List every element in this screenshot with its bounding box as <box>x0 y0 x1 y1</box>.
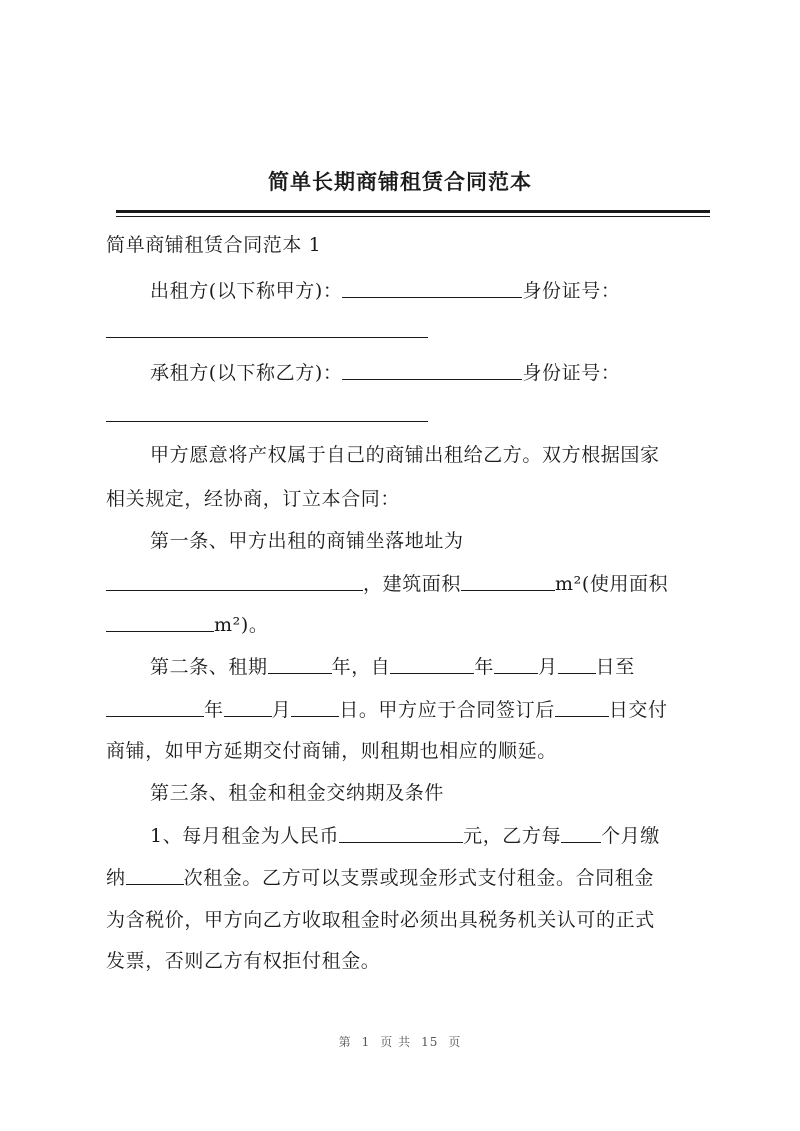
page-mid: 页 共 <box>380 1035 412 1049</box>
title-rule-thick <box>116 210 710 213</box>
title-rule-thin <box>116 216 710 217</box>
usable-area-unit: m²)。 <box>214 614 269 636</box>
start-day-label: 日至 <box>595 656 635 678</box>
rent-months-blank <box>561 824 601 843</box>
delivery-days-blank <box>555 698 609 717</box>
end-day-blank <box>291 698 339 717</box>
term-label: 第二条、租期 <box>150 656 268 678</box>
lessee-line <box>150 360 620 386</box>
page-footer <box>0 1033 800 1050</box>
lessee-id-blank <box>106 403 428 422</box>
rent-times-blank <box>126 866 184 885</box>
rent-pay-label: 个月缴 <box>601 825 660 847</box>
usable-area-label: m²(使用面积 <box>555 573 669 595</box>
page-prefix: 第 <box>338 1035 352 1049</box>
rent-line-4: 发票，否则乙方有权拒付租金。 <box>106 950 381 972</box>
end-month-blank <box>224 698 272 717</box>
lessor-label: 出租方(以下称甲方)： <box>150 280 343 302</box>
page-number: 1 <box>361 1035 371 1049</box>
delivery-label: 日交付 <box>608 699 668 721</box>
start-month-blank <box>494 655 538 674</box>
start-day-blank <box>558 655 596 674</box>
rent-amount-blank <box>339 824 463 843</box>
lessor-line <box>150 278 620 304</box>
end-year-blank <box>106 698 204 717</box>
end-month-label: 月 <box>271 699 292 721</box>
article-3-title: 第三条、租金和租金交纳期及条件 <box>150 782 445 804</box>
article-2-line-1 <box>150 654 635 680</box>
rent-pay-prefix: 纳 <box>106 867 126 889</box>
rent-line-2 <box>106 865 654 891</box>
rent-line-3: 为含税价，甲方向乙方收取租金时必须出具税务机关认可的正式 <box>106 909 655 931</box>
lessor-id-line <box>106 318 428 344</box>
lessor-name-blank <box>342 279 522 298</box>
intro-line-1: 甲方愿意将产权属于自己的商铺出租给乙方。双方根据国家 <box>150 444 660 466</box>
term-years-blank <box>268 655 332 674</box>
article-1-usable-line <box>106 612 268 638</box>
lessor-id-label: 身份证号： <box>522 280 621 302</box>
start-year-label: 年 <box>474 656 495 678</box>
intro-line-2: 相关规定，经协商，订立本合同： <box>106 488 401 510</box>
rent-every-label: 元，乙方每 <box>463 825 562 847</box>
lessor-id-blank <box>106 319 428 338</box>
document-title: 简单长期商铺租赁合同范本 <box>268 170 532 194</box>
rent-payment-text: 次租金。乙方可以支票或现金形式支付租金。合同租金 <box>183 867 655 889</box>
page-total: 15 <box>421 1035 439 1049</box>
article-1-address-line <box>106 571 668 597</box>
term-from-label: 年，自 <box>331 656 391 678</box>
lessee-id-line <box>106 402 428 428</box>
lessee-label: 承租方(以下称乙方)： <box>150 362 343 384</box>
rent-amount-label: 1、每月租金为人民币 <box>150 825 340 847</box>
usable-area-blank <box>106 613 214 632</box>
article-1-title: 第一条、甲方出租的商铺坐落地址为 <box>150 530 464 552</box>
page-suffix: 页 <box>448 1035 462 1049</box>
address-blank <box>106 572 363 591</box>
start-month-label: 月 <box>538 656 558 678</box>
building-area-blank <box>461 572 555 591</box>
lessee-name-blank <box>342 361 522 380</box>
article-2-line-3: 商铺，如甲方延期交付商铺，则租期也相应的顺延。 <box>106 740 557 762</box>
end-day-label: 日。甲方应于合同签订后 <box>339 699 555 721</box>
lessee-id-label: 身份证号： <box>522 362 621 384</box>
building-area-label: ，建筑面积 <box>363 573 462 595</box>
rent-line-1 <box>150 823 660 849</box>
end-year-label: 年 <box>204 699 224 721</box>
subtitle: 简单商铺租赁合同范本 1 <box>106 234 322 256</box>
start-year-blank <box>390 655 474 674</box>
article-2-line-2 <box>106 697 668 723</box>
